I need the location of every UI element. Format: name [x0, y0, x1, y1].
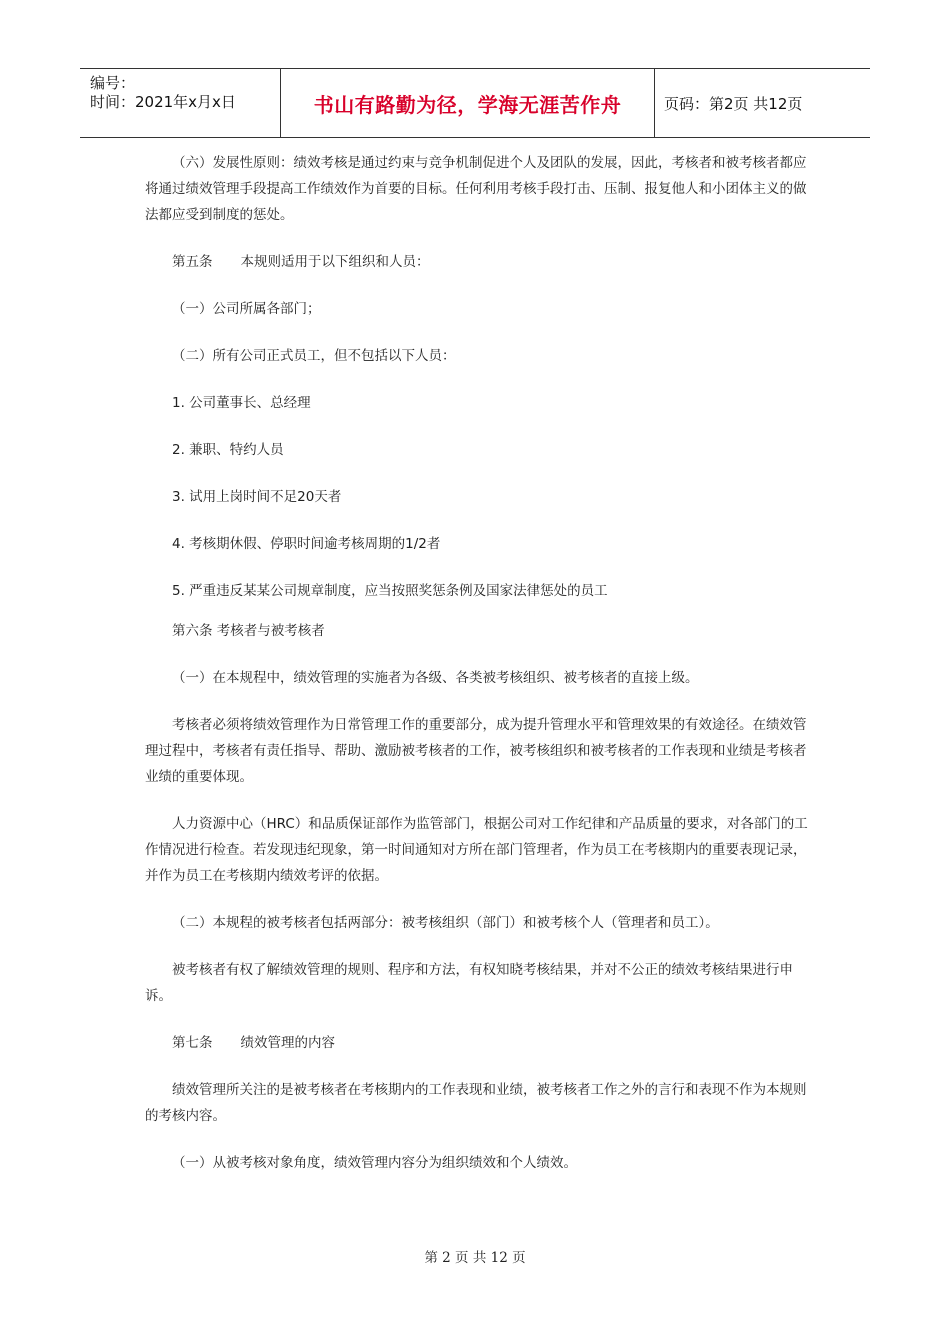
- paragraph-assessor-duty: 考核者必须将绩效管理作为日常管理工作的重要部分，成为提升管理水平和管理效果的有效途径。在绩效管理过程中，考核者有责任指导、帮助、激励被考核者的工作，被考核组织和被考核者的工作表现和业绩是考核者业绩的重要体现。: [145, 717, 807, 785]
- article-6-heading: 第六条 考核者与被考核者: [172, 623, 325, 639]
- exclusion-item-2: 2. 兼职、特约人员: [172, 442, 284, 458]
- document-number-label: 编号：: [90, 74, 136, 92]
- exclusion-item-4: 4. 考核期休假、停职时间逾考核周期的1/2者: [172, 536, 441, 552]
- header-page-code: 页码：第2页 共12页: [664, 94, 803, 113]
- paragraph-article-6-2: （二）本规程的被考核者包括两部分：被考核组织（部门）和被考核个人（管理者和员工）。: [172, 915, 719, 931]
- document-time-label: 时间：2021年x月x日: [90, 93, 236, 111]
- paragraph-principle-6: （六）发展性原则：绩效考核是通过约束与竞争机制促进个人及团队的发展，因此，考核者和被考核者都应将通过绩效管理手段提高工作绩效作为首要的目标。任何利用考核手段打击、压制、报复他人和小团体主义的做法都应受到制度的惩处。: [145, 155, 807, 223]
- article-5-title: 本规则适用于以下组织和人员：: [240, 254, 430, 270]
- article-5-heading: [145, 249, 810, 275]
- paragraph-management-focus: 绩效管理所关注的是被考核者在考核期内的工作表现和业绩，被考核者工作之外的言行和表现不作为本规则的考核内容。: [145, 1082, 807, 1124]
- document-body: [145, 150, 810, 1197]
- article-7-title: 绩效管理的内容: [240, 1035, 335, 1051]
- paragraph-assessee-rights: 被考核者有权了解绩效管理的规则、程序和方法，有权知晓考核结果，并对不公正的绩效考核结果进行申诉。: [145, 962, 793, 1004]
- page-footer: 第 2 页 共 12 页: [424, 1250, 526, 1266]
- page-header: [80, 68, 870, 138]
- header-left-cell: [80, 69, 280, 137]
- exclusion-item-1: 1. 公司董事长、总经理: [172, 395, 311, 411]
- paragraph-article-7-1: （一）从被考核对象角度，绩效管理内容分为组织绩效和个人绩效。: [172, 1155, 577, 1171]
- list-item-employees: （二）所有公司正式员工，但不包括以下人员：: [172, 348, 456, 364]
- header-middle-cell: [280, 69, 655, 137]
- exclusion-item-5: 5. 严重违反某某公司规章制度，应当按照奖惩条例及国家法律惩处的员工: [172, 583, 608, 599]
- article-7-heading: [145, 1030, 810, 1056]
- article-7-number: 第七条: [172, 1035, 213, 1051]
- list-item-departments: （一）公司所属各部门；: [172, 301, 321, 317]
- header-motto: 书山有路勤为径，学海无涯苦作舟: [313, 92, 622, 117]
- exclusion-item-3: 3. 试用上岗时间不足20天者: [172, 489, 342, 505]
- paragraph-hrc-supervision: 人力资源中心（HRC）和品质保证部作为监管部门，根据公司对工作纪律和产品质量的要求，对各部门的工作情况进行检查。若发现违纪现象，第一时间通知对方所在部门管理者，作为员工在考核期内的重要表现记录，并作为员工在考核期内绩效考评的依据。: [145, 816, 808, 884]
- header-right-cell: [654, 69, 870, 137]
- paragraph-article-6-1: （一）在本规程中，绩效管理的实施者为各级、各类被考核组织、被考核者的直接上级。: [172, 670, 699, 686]
- article-5-number: 第五条: [172, 254, 213, 270]
